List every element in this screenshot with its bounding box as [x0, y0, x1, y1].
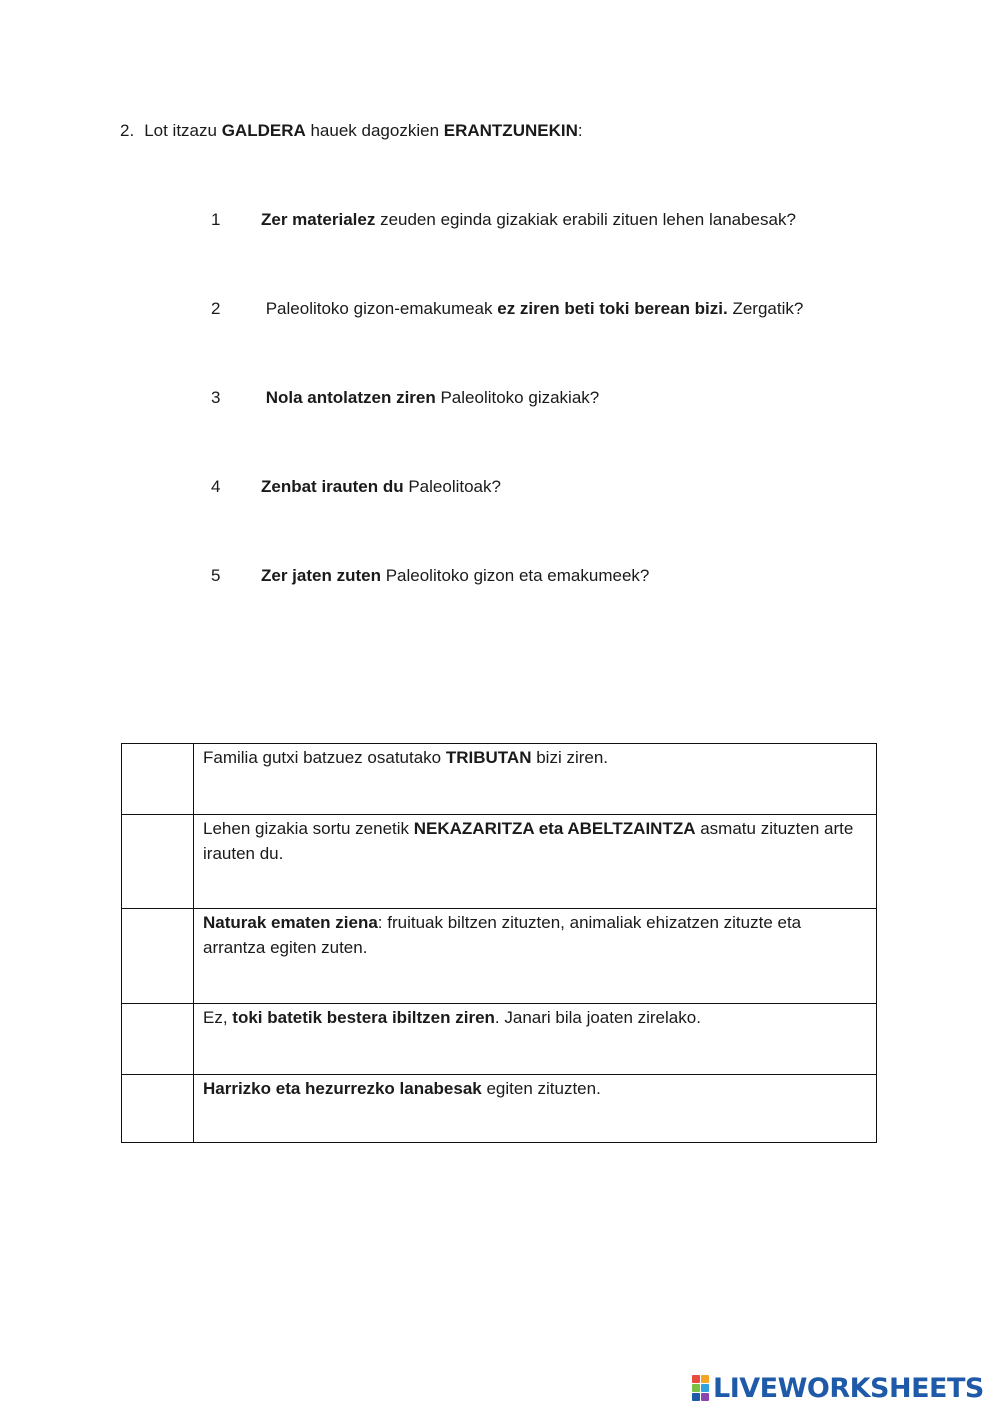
question-text: Paleolitoko gizon-emakumeak	[261, 299, 498, 318]
answer-text-3	[194, 909, 877, 1004]
logo-block	[692, 1384, 700, 1392]
liveworksheets-logo	[692, 1373, 984, 1403]
question-text: Paleolitoko gizon eta emakumeek?	[380, 566, 650, 585]
answer-text-4	[194, 1004, 877, 1075]
answer-bold: Harrizko eta hezurrezko lanabesak	[203, 1079, 482, 1098]
question-bold: ez ziren beti toki berean bizi.	[497, 299, 728, 318]
answer-bold: TRIBUTAN	[445, 748, 532, 767]
answer-bold: Naturak ematen ziena	[203, 913, 378, 932]
question-bold: Zer jaten zuten	[261, 566, 381, 585]
answer-row-1	[122, 744, 877, 815]
question-number: 3	[211, 388, 221, 407]
question-text: Paleolitoko gizakiak?	[435, 388, 600, 407]
instruction-bold-galdera: GALDERA	[221, 121, 306, 140]
answer-text-5	[194, 1075, 877, 1143]
question-text: zeuden eginda gizakiak erabili zituen lehen lanabesak?	[375, 210, 796, 229]
answer-text-end: : fruituak biltzen zituzten, animaliak ehizatzen zituzte eta arrantza egiten zuten.	[203, 913, 802, 957]
question-3	[211, 388, 599, 408]
instruction-text-2: hauek dagozkien	[305, 121, 444, 140]
answers-table	[121, 743, 877, 1143]
logo-block	[701, 1393, 709, 1401]
answer-text-end: asmatu zituzten arte irauten du.	[203, 819, 854, 863]
question-2	[211, 299, 803, 319]
answer-blank-4[interactable]	[122, 1004, 194, 1075]
question-number: 2	[211, 299, 221, 318]
instruction-text-3: :	[577, 121, 583, 140]
answer-row-4	[122, 1004, 877, 1075]
logo-block	[692, 1393, 700, 1401]
answer-text-1	[194, 744, 877, 815]
answer-text: Lehen gizakia sortu zenetik	[203, 819, 414, 838]
instruction-text-1: Lot itzazu	[144, 121, 222, 140]
question-number: 4	[211, 477, 221, 496]
answer-blank-1[interactable]	[122, 744, 194, 815]
answer-text-end: egiten zituzten.	[481, 1079, 601, 1098]
answer-bold: toki batetik bestera ibiltzen ziren	[232, 1008, 495, 1027]
question-text: Paleolitoak?	[403, 477, 501, 496]
question-5	[211, 566, 649, 586]
logo-blocks-icon	[692, 1375, 709, 1401]
question-bold: Zer materialez	[261, 210, 376, 229]
question-number: 5	[211, 566, 221, 585]
answer-blank-2[interactable]	[122, 815, 194, 909]
logo-block	[701, 1375, 709, 1383]
answer-text-end: bizi ziren.	[531, 748, 609, 767]
answer-row-2	[122, 815, 877, 909]
logo-text: LIVEWORKSHEETS	[713, 1372, 984, 1404]
question-4	[211, 477, 501, 497]
question-text-end: Zergatik?	[727, 299, 804, 318]
answer-text-end: . Janari bila joaten zirelako.	[494, 1008, 701, 1027]
answer-row-3	[122, 909, 877, 1004]
question-number: 1	[211, 210, 221, 229]
instruction-line	[120, 121, 583, 141]
question-bold: Nola antolatzen ziren	[261, 388, 436, 407]
answer-text: Familia gutxi batzuez osatutako	[203, 748, 446, 767]
answer-row-5	[122, 1075, 877, 1143]
logo-block	[701, 1384, 709, 1392]
instruction-bold-erantzunekin: ERANTZUNEKIN	[443, 121, 578, 140]
answer-blank-3[interactable]	[122, 909, 194, 1004]
question-1	[211, 210, 796, 230]
instruction-number: 2.	[120, 121, 135, 140]
question-bold: Zenbat irauten du	[261, 477, 404, 496]
answer-text-2	[194, 815, 877, 909]
answer-text: Ez,	[203, 1008, 233, 1027]
answer-bold: NEKAZARITZA eta ABELTZAINTZA	[413, 819, 696, 838]
logo-block	[692, 1375, 700, 1383]
answer-blank-5[interactable]	[122, 1075, 194, 1143]
